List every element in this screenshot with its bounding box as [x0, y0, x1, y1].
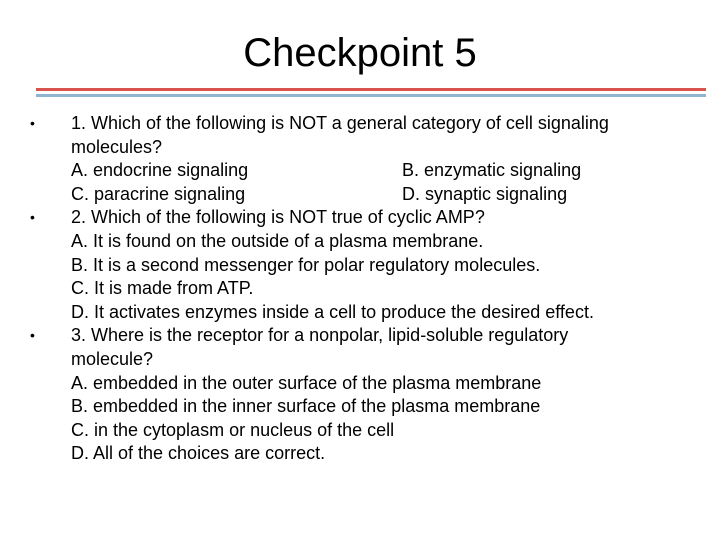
option-row [71, 159, 720, 183]
option-a: A. It is found on the outside of a plasma membrane. [71, 230, 484, 251]
option-c: C. paracrine signaling [71, 183, 246, 204]
bullet: • [30, 115, 35, 131]
option-a: A. embedded in the outer surface of the plasma membrane [71, 372, 542, 393]
question-1 [0, 112, 720, 206]
option-b: B. embedded in the inner surface of the plasma membrane [71, 396, 541, 417]
question-stem: 1. Which of the following is NOT a general category of cell signaling [71, 113, 609, 133]
question-2 [0, 206, 720, 324]
question-stem: 3. Where is the receptor for a nonpolar, lipid-soluble regulatory [71, 325, 569, 346]
option-b: B. It is a second messenger for polar regulatory molecules. [71, 254, 541, 275]
option-c: C. It is made from ATP. [71, 278, 254, 299]
question-stem: molecules? [71, 136, 163, 157]
slide-title: Checkpoint 5 [243, 31, 477, 75]
option-row [71, 183, 720, 207]
question-3 [0, 324, 720, 466]
question-list [0, 112, 720, 466]
bullet: • [30, 327, 35, 344]
title-divider-blue [36, 94, 706, 97]
question-stem: 2. Which of the following is NOT true of cyclic AMP? [71, 207, 485, 228]
option-d: D. All of the choices are correct. [71, 443, 326, 464]
option-c: C. in the cytoplasm or nucleus of the cell [71, 419, 395, 440]
option-d: D. It activates enzymes inside a cell to produce the desired effect. [71, 301, 594, 322]
bullet: • [30, 209, 35, 226]
option-a: A. endocrine signaling [71, 160, 249, 181]
question-stem: molecule? [71, 348, 154, 369]
option-d: D. synaptic signaling [402, 183, 568, 204]
title-divider-red [36, 88, 706, 91]
option-b: B. enzymatic signaling [402, 160, 582, 181]
